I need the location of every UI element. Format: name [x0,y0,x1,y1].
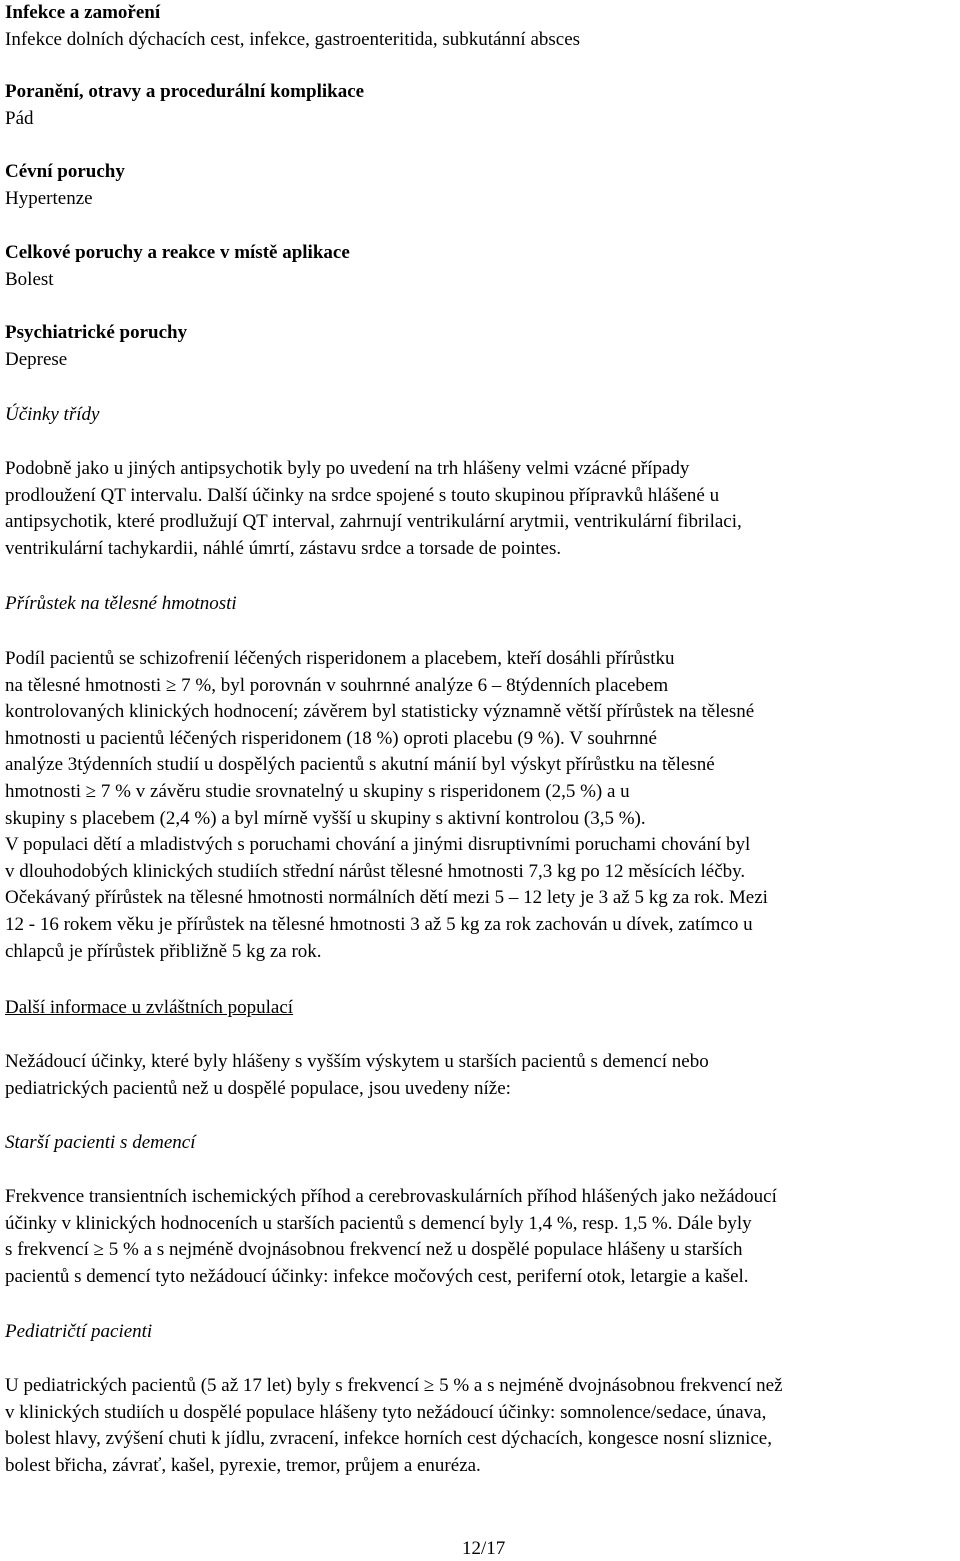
class-effects-title [5,402,960,429]
text-line: s frekvencí ≥ 5 % a s nejméně dvojnásobnou frekvencí než u dospělé populace hlášeny u starších [5,1239,743,1261]
text-line: v klinických studiích u dospělé populace hlášeny tyto nežádoucí účinky: somnolence/sedace, únava, [5,1401,767,1423]
text-line: 12 - 16 rokem věku je přírůstek na tělesné hmotnosti 3 až 5 kg za rok zachován u dívek, zatímco u [5,913,753,935]
special-populations-title [5,995,960,1022]
soc-heading: Celkové poruchy a reakce v místě aplikace [5,242,350,263]
weight-gain-text [5,646,960,965]
elderly-text [5,1184,960,1290]
text-line: V populaci dětí a mladistvých s poruchami chování a jinými disruptivními poruchami chování byl [5,834,751,856]
text-line: ventrikulární tachykardii, náhlé úmrtí, zástavu srdce a torsade de pointes. [5,537,562,559]
section-title: Přírůstek na tělesné hmotnosti [5,593,237,614]
text-line: pediatrických pacientů než u dospělé populace, jsou uvedeny níže: [5,1077,511,1099]
text-line: pacientů s demencí tyto nežádoucí účinky: infekce močových cest, periferní otok, letargie a kašel. [5,1265,749,1287]
soc-general [5,240,960,293]
text-line: Očekávaný přírůstek na tělesné hmotnosti normálních dětí mezi 5 – 12 lety je 3 až 5 kg za rok. Mezi [5,887,768,909]
soc-item: Infekce dolních dýchacích cest, infekce, gastroenteritida, subkutánní absces [5,28,581,50]
soc-heading: Psychiatrické poruchy [5,322,188,343]
text-line: U pediatrických pacientů (5 až 17 let) byly s frekvencí ≥ 5 % a s nejméně dvojnásobnou frekvencí než [5,1375,783,1396]
section-title: Účinky třídy [5,404,100,425]
weight-gain-title [5,591,960,618]
text-line: Podobně jako u jiných antipsychotik byly po uvedení na trh hlášeny velmi vzácné případy [5,458,690,479]
text-line: Podíl pacientů se schizofrenií léčených risperidonem a placebem, kteří dosáhli přírůstku [5,648,675,669]
text-line: kontrolovaných klinických hodnocení; závěrem byl statisticky významně větší přírůstek na tělesné [5,701,755,723]
text-line: účinky v klinických hodnoceních u starších pacientů s demencí byly 1,4 %, resp. 1,5 %. Dále byly [5,1212,752,1234]
elderly-title [5,1130,960,1157]
soc-item: Hypertenze [5,187,93,209]
text-line: analýze 3týdenních studií u dospělých pacientů s akutní mánií byl výskyt přírůstku na tělesné [5,754,715,776]
text-line: Frekvence transientních ischemických příhod a cerebrovaskulárních příhod hlášených jako nežádoucí [5,1186,777,1207]
page-number: 12/17 [462,1538,506,1559]
soc-heading: Cévní poruchy [5,161,125,182]
text-line: skupiny s placebem (2,4 %) a byl mírně vyšší u skupiny s aktivní kontrolou (3,5 %). [5,807,646,829]
text-line: chlapců je přírůstek přibližně 5 kg za rok. [5,940,322,962]
text-line: na tělesné hmotnosti ≥ 7 %, byl porovnán v souhrnné analýze 6 – 8týdenních placebem [5,674,669,696]
soc-psychiatric [5,320,960,373]
special-populations-text [5,1049,960,1102]
pediatric-title [5,1319,960,1346]
soc-item: Pád [5,107,34,129]
text-line: antipsychotik, které prodlužují QT interval, zahrnují ventrikulární arytmii, ventrikulární fibrilaci, [5,511,742,533]
soc-injuries [5,79,960,132]
section-title: Pediatričtí pacienti [5,1321,153,1342]
text-line: bolest hlavy, zvýšení chuti k jídlu, zvracení, infekce horních cest dýchacích, kongesce nosní sliznice, [5,1428,772,1450]
soc-item: Bolest [5,268,54,290]
text-line: v dlouhodobých klinických studiích střední nárůst tělesné hmotnosti 7,3 kg po 12 měsících léčby. [5,860,746,882]
soc-heading: Poranění, otravy a procedurální komplikace [5,81,365,102]
text-line: hmotnosti u pacientů léčených risperidonem (18 %) oproti placebu (9 %). V souhrnné [5,727,657,749]
soc-vascular [5,159,960,212]
soc-heading: Infekce a zamoření [5,2,161,23]
section-title: Další informace u zvláštních populací [5,997,294,1018]
class-effects-text [5,456,960,562]
text-line: Nežádoucí účinky, které byly hlášeny s vyšším výskytem u starších pacientů s demencí nebo [5,1051,709,1072]
pediatric-text [5,1373,960,1479]
soc-item: Deprese [5,348,68,370]
text-line: bolest břicha, závrať, kašel, pyrexie, tremor, průjem a enuréza. [5,1454,481,1476]
text-line: prodloužení QT intervalu. Další účinky na srdce spojené s touto skupinou přípravků hlášené u [5,484,720,506]
soc-infections [5,0,960,53]
section-title: Starší pacienti s demencí [5,1132,196,1153]
text-line: hmotnosti ≥ 7 % v závěru studie srovnatelný u skupiny s risperidonem (2,5 %) a u [5,780,630,802]
